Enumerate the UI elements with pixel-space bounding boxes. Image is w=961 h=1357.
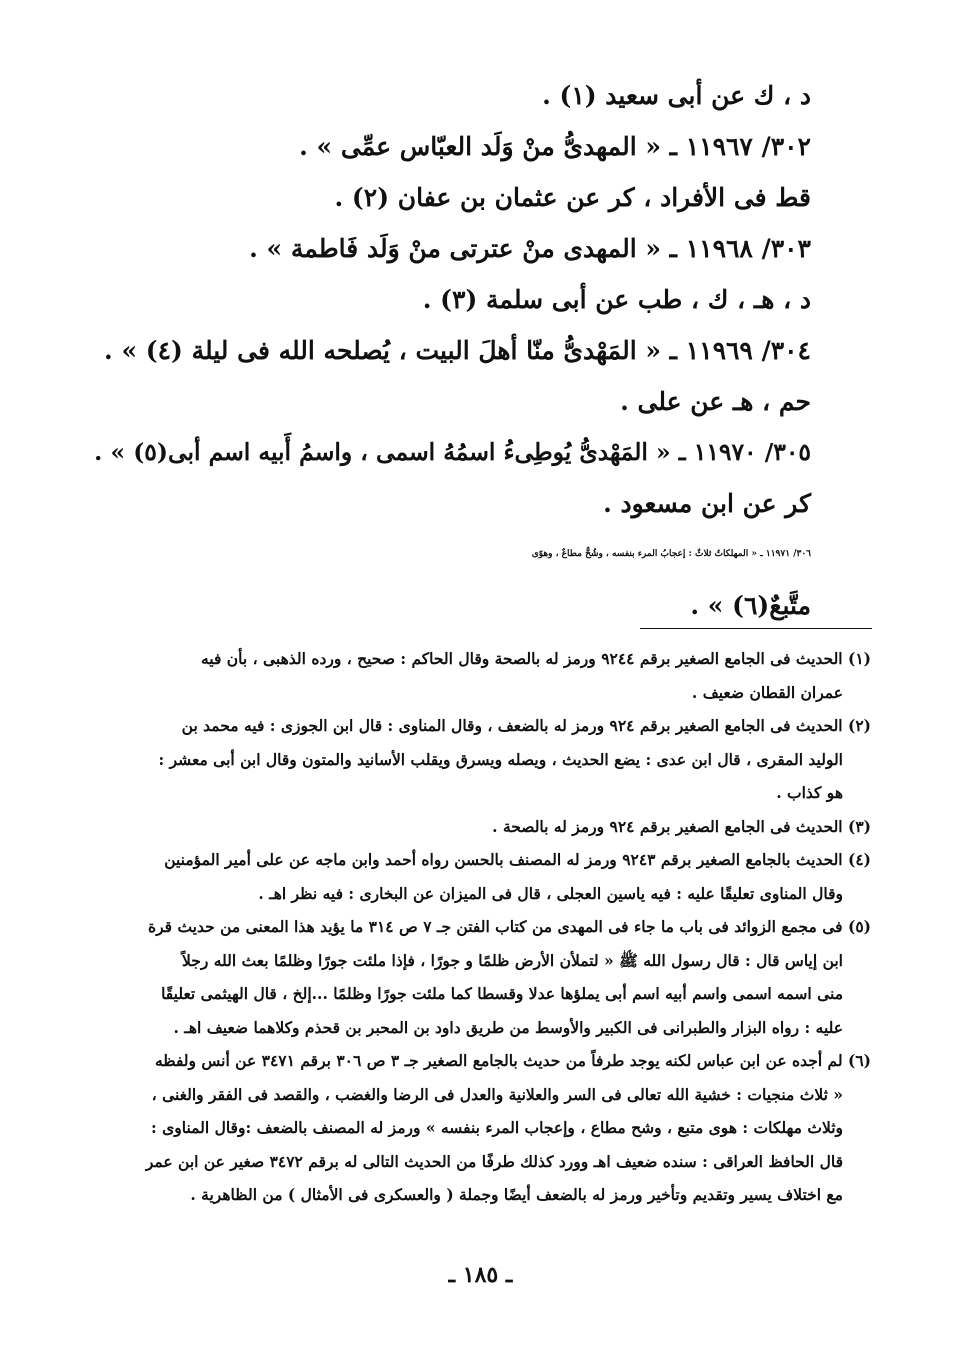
- page-number: ـ ١٨٥ ـ: [448, 1262, 513, 1288]
- main-line: قط فى الأفراد ، كر عن عثمان بن عفان (٢) .: [334, 183, 811, 212]
- main-line: حم ، هـ عن على .: [620, 387, 811, 416]
- main-line: ٣٠٦/ ١١٩٧١ ـ « المهلكاتُ ثلاثٌ : إعجابُ المرء بنفسه ، وشُحٌّ مطاعٌ ، وهوًى: [531, 549, 811, 559]
- main-line: كر عن ابن مسعود .: [603, 489, 811, 518]
- footnote-line: « ثلاث منجيات : خشية الله تعالى فى السر والعلانية والعدل فى الرضا والغضب ، والقصد فى الفقر والغنى ،: [151, 1084, 843, 1104]
- footnote-4: [88, 843, 871, 910]
- main-line: د ، هـ ، ك ، طب عن أبى سلمة (٣) .: [422, 285, 811, 314]
- footnote-1: [88, 642, 871, 709]
- footnote-line: (١) الحديث فى الجامع الصغير برقم ٩٢٤٤ ورمز له بالصحة وقال الحاكم : صحيح ، ورده الذهبى ، بأن فيه: [201, 649, 871, 668]
- footnote-line: منى اسمه اسمى واسم أبيه اسم أبى يملؤها عدلا وقسطا كما ملئت جورًا وظلمًا ...إلخ ، قال الهيثمى تعليقًا: [161, 984, 843, 1003]
- footnote-line: وثلاث مهلكات : هوى متبع ، وشح مطاع ، وإعجاب المرء بنفسه » ورمز له المصنف بالضعف :وقال المناوى :: [151, 1118, 843, 1137]
- footnote-5: [88, 910, 871, 1044]
- main-line: ٣٠٣/ ١١٩٦٨ ـ « المهدى منْ عترتى منْ وَلَد فَاطمة » .: [249, 234, 811, 263]
- footnote-line: مع اختلاف يسير وتقديم وتأخير ورمز له بالضعف أيضًا وجملة ( والعسكرى فى الأمثال ) من الظاهرية .: [190, 1185, 843, 1204]
- footnote-line: ابن إياس قال : قال رسول الله ﷺ « لتملأن الأرض ظلمًا و جورًا ، فإذا ملئت جورًا وظلمًا بعث الله رجلاً: [181, 950, 843, 970]
- footnote-line: هو كذاب .: [776, 783, 843, 802]
- main-line: ٣٠٥/ ١١٩٧٠ ـ « المَهْدىُّ يُوطِىءُ اسمُهُ اسمى ، واسمُ أَبيه اسم أبى(٥) » .: [94, 438, 811, 466]
- footnote-line: قال الحافظ العراقى : سنده ضعيف اهـ وورد كذلك طرفًا من الحديث التالى له برقم ٣٤٧٢ صغير عن ابن عمر: [145, 1151, 843, 1171]
- footnote-line: (٤) الحديث بالجامع الصغير برقم ٩٢٤٣ ورمز له المصنف بالحسن رواه أحمد وابن ماجه عن على أمير المؤمنين: [164, 850, 871, 869]
- footnote-line: عليه : رواه البزار والطبرانى فى الكبير والأوسط من طريق داود بن المحبر بن قحذم وكلاهما ضعيف اهـ .: [173, 1017, 843, 1037]
- footnote-2: [88, 709, 871, 810]
- footnote-line: (٥) فى مجمع الزوائد فى باب ما جاء فى المهدى من كتاب الفتن جـ ٧ ص ٣١٤ ما يؤيد هذا المعنى من حديث قرة: [147, 917, 871, 936]
- footnote-line: (٣) الحديث فى الجامع الصغير برقم ٩٢٤ ورمز له بالصحة .: [492, 816, 871, 836]
- footnote-line: (٦) لم أجده عن ابن عباس لكنه يوجد طرفاً من حديث بالجامع الصغير جـ ٣ ص ٣٠٦ برقم ٣٤٧١ عن أنس ولفظه: [154, 1051, 871, 1070]
- footnotes: [88, 642, 871, 1212]
- main-line: د ، ك عن أبى سعيد (١) .: [542, 81, 811, 110]
- footnote-line: وقال المناوى تعليقًا عليه : فيه ياسين العجلى ، قال فى الميزان عن البخارى : فيه نظر اهـ .: [258, 883, 843, 903]
- footnote-divider: [640, 628, 872, 629]
- footnote-line: عمران القطان ضعيف .: [691, 682, 843, 702]
- main-line: ٣٠٢/ ١١٩٦٧ ـ « المهدىُّ منْ وَلَد العبّاس عمِّى » .: [299, 132, 811, 161]
- footnote-3: [88, 810, 871, 844]
- footnote-6: [88, 1044, 871, 1212]
- footnote-line: (٢) الحديث فى الجامع الصغير برقم ٩٢٤ ورمز له بالضعف ، وقال المناوى : قال ابن الجوزى : فيه محمد بن: [181, 716, 871, 735]
- hadith-body: [90, 70, 811, 631]
- main-line: متَّبعٌ(٦) » .: [690, 591, 811, 620]
- footnote-line: الوليد المقرى ، قال ابن عدى : يضع الحديث ، ويصله ويسرق ويقلب الأسانيد والمتون وقال ابن أبى معشر :: [158, 749, 843, 769]
- main-line: ٣٠٤/ ١١٩٦٩ ـ « المَهْدىُّ منّا أهلَ البيت ، يُصلحه الله فى ليلة (٤) » .: [104, 336, 811, 365]
